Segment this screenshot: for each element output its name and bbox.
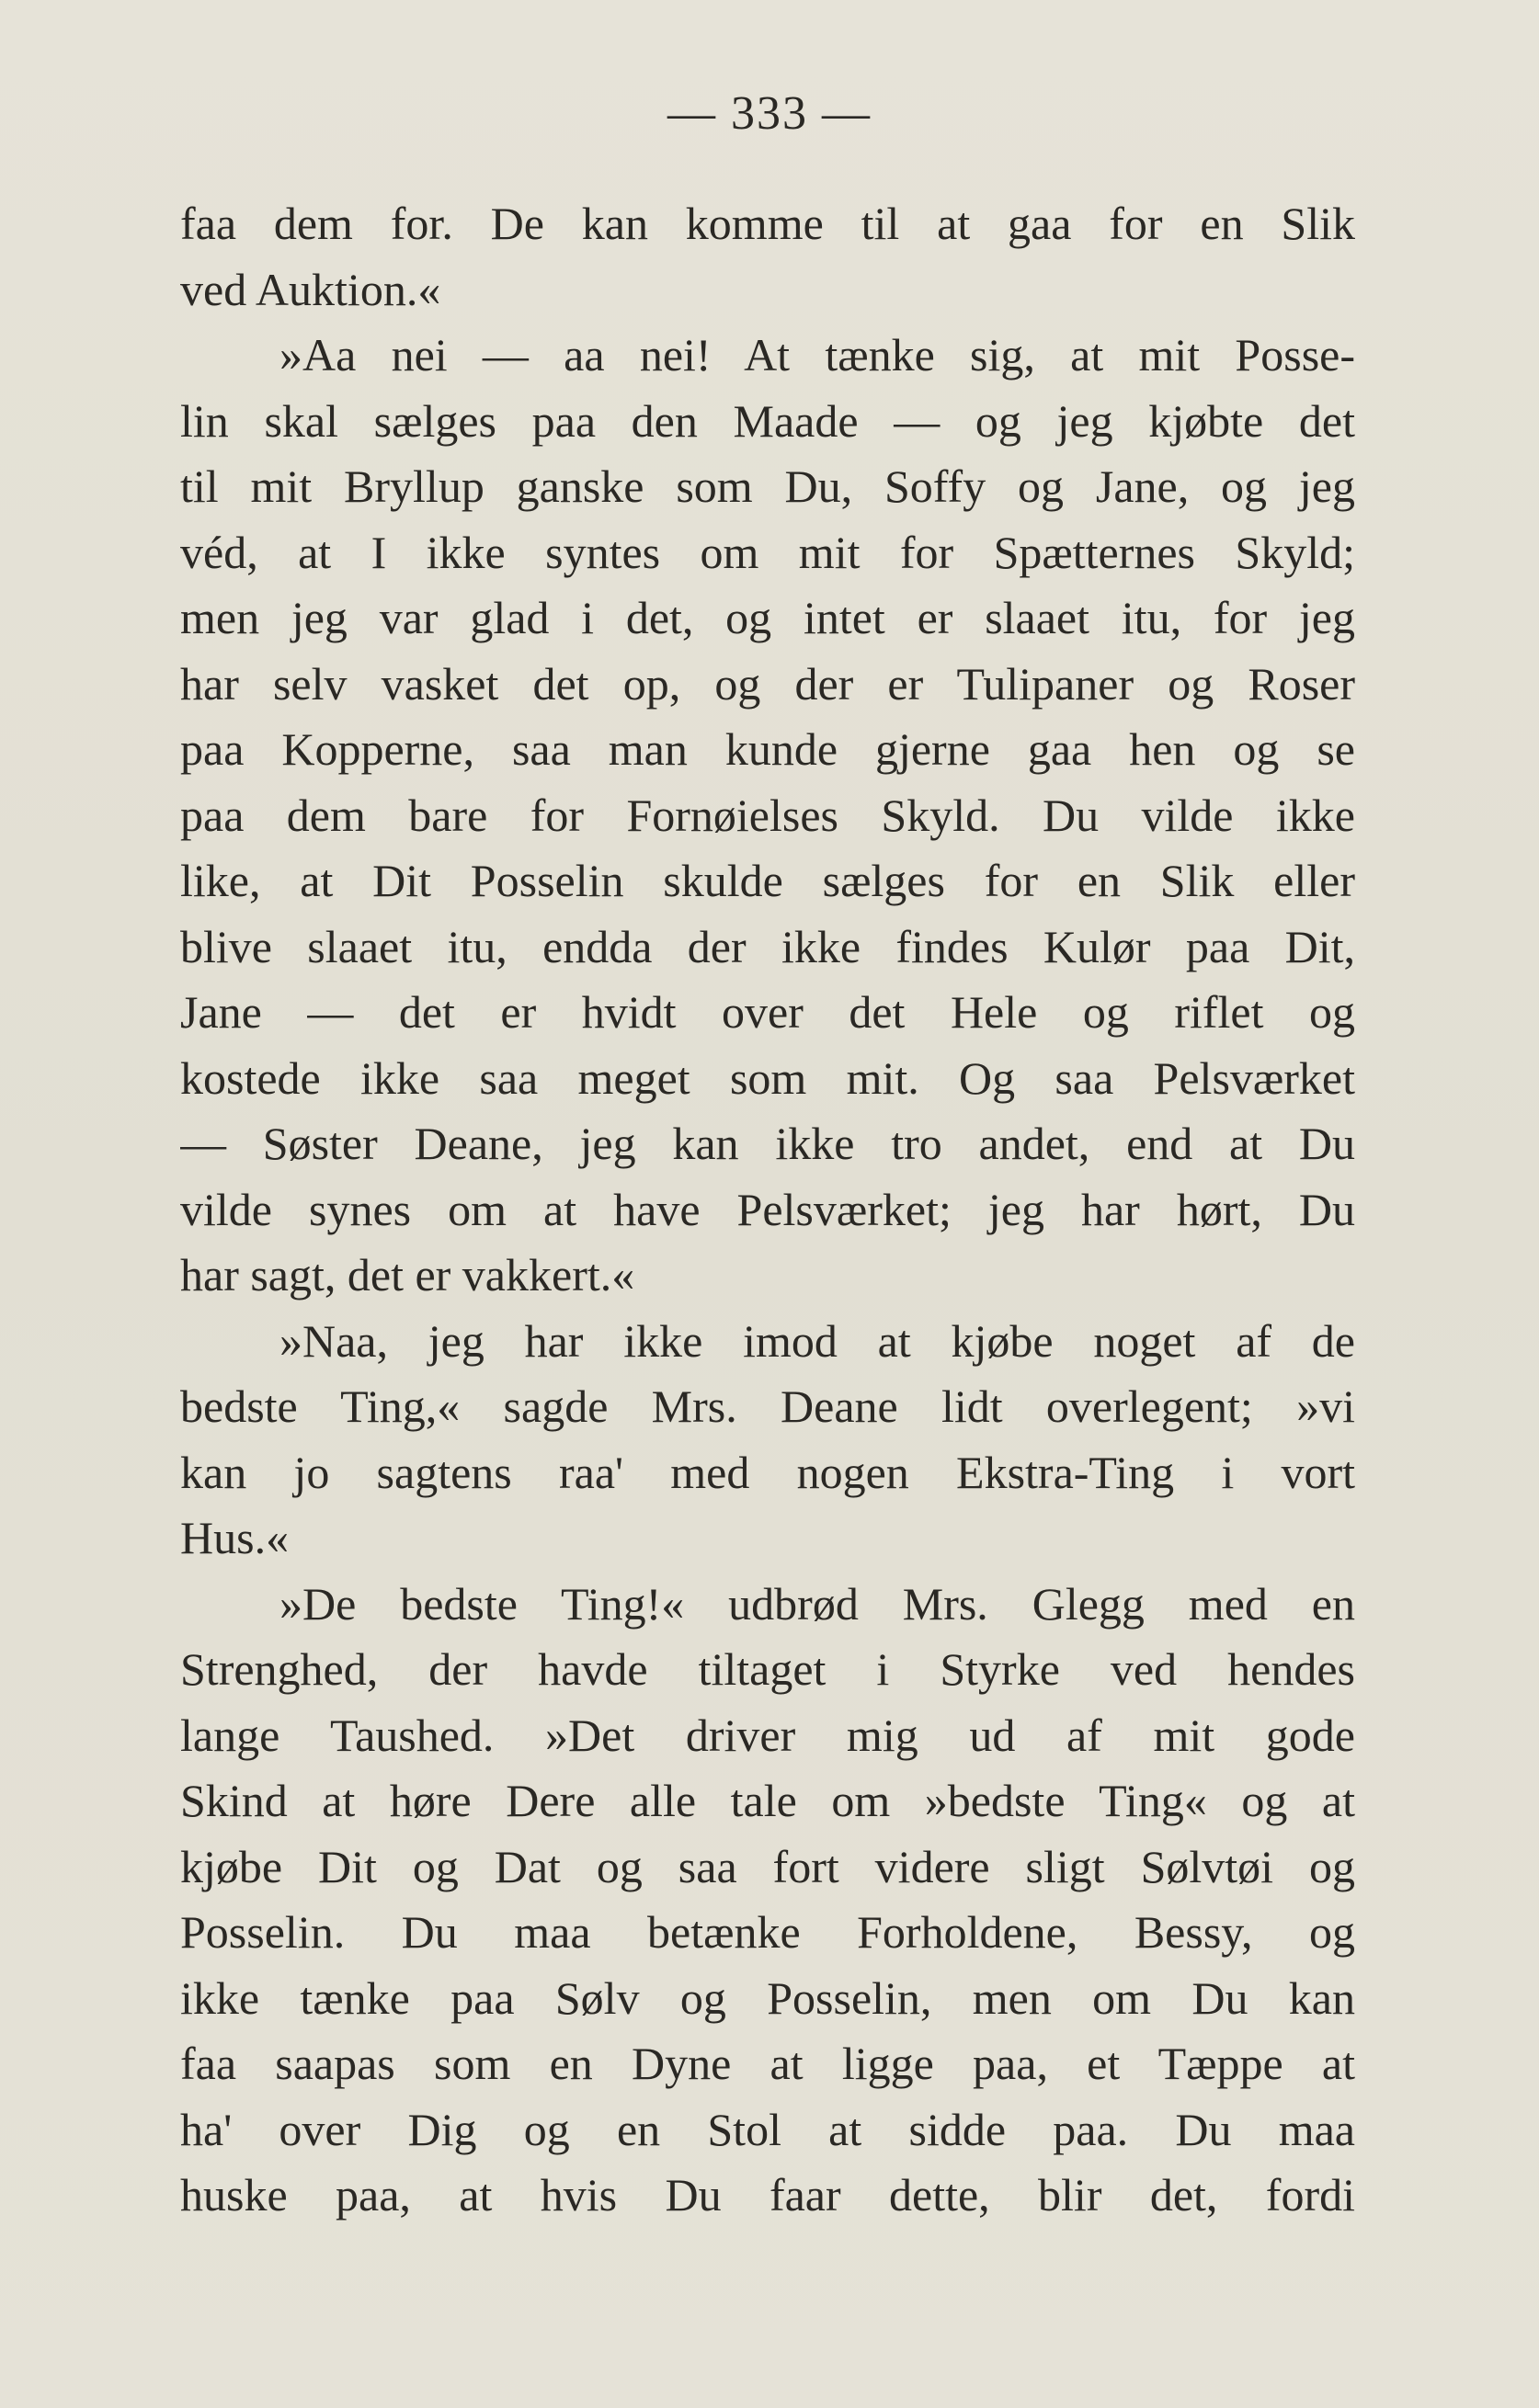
text-line: men jeg var glad i det, og intet er slaaet itu, for jeg bbox=[180, 592, 1355, 643]
text-line: — Søster Deane, jeg kan ikke tro andet, end at Du bbox=[180, 1118, 1355, 1169]
text-line: »Aa nei — aa nei! At tænke sig, at mit Posse- bbox=[279, 329, 1355, 381]
text-line: lange Taushed. »Det driver mig ud af mit gode bbox=[180, 1709, 1355, 1761]
text-line: paa dem bare for Fornøielses Skyld. Du vilde ikke bbox=[180, 789, 1355, 841]
text-line: Hus.« bbox=[180, 1512, 290, 1563]
text-line: faa saapas som en Dyne at ligge paa, et Tæppe at bbox=[180, 2038, 1355, 2089]
text-line: »Naa, jeg har ikke imod at kjøbe noget af de bbox=[279, 1314, 1355, 1367]
page-body bbox=[180, 191, 1355, 2229]
text-line: til mit Bryllup ganske som Du, Soffy og Jane, og jeg bbox=[180, 460, 1355, 512]
text-line: huske paa, at hvis Du faar dette, blir det, fordi bbox=[180, 2169, 1355, 2221]
text-line: faa dem for. De kan komme til at gaa for en Slik bbox=[180, 198, 1355, 249]
text-line: ha' over Dig og en Stol at sidde paa. Du maa bbox=[180, 2103, 1355, 2155]
text-line: véd, at I ikke syntes om mit for Spætternes Skyld; bbox=[180, 526, 1355, 578]
text-line: ikke tænke paa Sølv og Posselin, men om Du kan bbox=[180, 1971, 1355, 2024]
text-line: lin skal sælges paa den Maade — og jeg kjøbte det bbox=[180, 394, 1355, 447]
text-line: bedste Ting,« sagde Mrs. Deane lidt overlegent; »vi bbox=[180, 1380, 1355, 1432]
text-line: kan jo sagtens raa' med nogen Ekstra-Ting i vort bbox=[180, 1446, 1355, 1498]
page-number: — 333 — bbox=[667, 87, 872, 140]
text-line: paa Kopperne, saa man kunde gjerne gaa hen og se bbox=[180, 723, 1355, 775]
text-line: Strenghed, der havde tiltaget i Styrke ved hendes bbox=[180, 1643, 1355, 1695]
text-line: blive slaaet itu, endda der ikke findes Kulør paa Dit, bbox=[180, 920, 1355, 972]
text-line: »De bedste Ting!« udbrød Mrs. Glegg med en bbox=[279, 1577, 1355, 1630]
text-line: ved Auktion.« bbox=[180, 263, 441, 315]
text-line: Posselin. Du maa betænke Forholdene, Bessy, og bbox=[180, 1906, 1355, 1958]
text-line: har sagt, det er vakkert.« bbox=[180, 1249, 635, 1301]
text-line: Skind at høre Dere alle tale om »bedste Ting« og at bbox=[180, 1775, 1355, 1826]
text-line: kjøbe Dit og Dat og saa fort videre sligt Sølvtøi og bbox=[180, 1840, 1355, 1892]
text-line: kostede ikke saa meget som mit. Og saa Pelsværket bbox=[180, 1051, 1355, 1104]
text-line: vilde synes om at have Pelsværket; jeg har hørt, Du bbox=[180, 1183, 1355, 1235]
text-line: like, at Dit Posselin skulde sælges for en Slik eller bbox=[180, 855, 1355, 906]
text-line: har selv vasket det op, og der er Tulipaner og Roser bbox=[180, 657, 1355, 710]
text-line: Jane — det er hvidt over det Hele og riflet og bbox=[180, 986, 1355, 1038]
